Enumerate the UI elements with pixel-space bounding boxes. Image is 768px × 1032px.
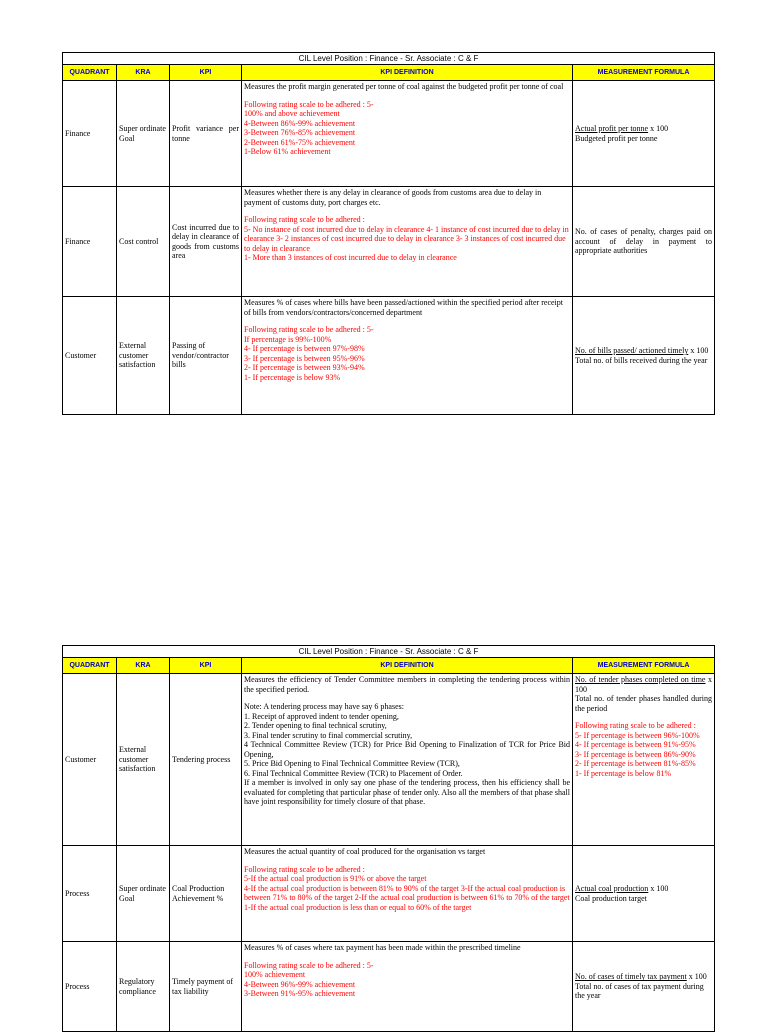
rating-scale-intro: Following rating scale to be adhered : 5-: [244, 325, 374, 334]
kra-cell: Super ordinate Goal: [117, 81, 170, 187]
rating-scale-item: 2- If percentage is between 93%-94%: [244, 363, 365, 372]
rating-scale-item: 4-Between 86%-99% achievement: [244, 118, 356, 128]
rating-scale-item: 1-If the actual coal production is less than or equal to 60% of the target: [244, 902, 472, 912]
formula-numerator: No. of cases of timely tax payment: [575, 972, 687, 982]
note-line: 3. Final tender scrutiny to final commercial scrutiny,: [244, 730, 413, 740]
formula-multiplier: x 100: [648, 124, 669, 133]
rating-scale-item: 4-If the actual coal production is between 81% to 90% of the target 3-If the actual coal production is between 71% to 80% of the target 2-If the actual coal production is between 61% to 70% of the target: [244, 883, 570, 902]
table-row: [63, 187, 715, 297]
rating-scale-intro: Following rating scale to be adhered : 5-: [244, 99, 374, 109]
formula-multiplier: x 100: [575, 675, 713, 694]
formula-cell: [573, 942, 715, 1032]
formula-cell: No. of cases of penalty, charges paid on account of delay in payment to appropriate authorities: [573, 187, 715, 297]
rating-scale-item: If percentage is 99%-100%: [244, 334, 332, 344]
kpi-definition-cell: [242, 674, 573, 846]
rating-scale-intro: Following rating scale to be adhered :: [244, 864, 365, 874]
note-line: 4 Technical Committee Review (TCR) for Price Bid Opening to Finalization of TCR for Price Bid Opening,: [244, 740, 570, 759]
rating-scale-item: 1-Below 61% achievement: [244, 147, 331, 156]
rating-scale-item: 100% achievement: [244, 970, 306, 979]
formula-numerator: Actual coal production: [575, 884, 649, 893]
rating-scale-item: 5-If the actual coal production is 91% or above the target: [244, 874, 427, 883]
note-line: Note: A tendering process may have say 6 phases:: [244, 702, 404, 711]
header-quadrant: QUADRANT: [63, 658, 117, 674]
table-row: [63, 674, 715, 846]
kpi-cell: Cost incurred due to delay in clearance of goods from customs area: [170, 187, 242, 297]
formula-numerator: Actual profit per tonne: [575, 124, 649, 133]
rating-scale-item: 1- If percentage is below 81%: [575, 768, 672, 778]
formula-multiplier: x 100: [686, 972, 707, 982]
formula-cell: [573, 81, 715, 187]
definition-text: Measures whether there is any delay in clearance of goods from customs area due to delay in payment of customs duty, port charges etc.: [244, 188, 542, 207]
kpi-definition-cell: [242, 81, 573, 187]
kpi-definition-cell: [242, 846, 573, 942]
formula-denominator: Total no. of cases of tax payment during the year: [575, 981, 704, 1001]
header-measurement-formula: MEASUREMENT FORMULA: [573, 65, 715, 81]
header-kpi-definition: KPI DEFINITION: [242, 65, 573, 81]
rating-scale-item: 3- If percentage is between 95%-96%: [244, 353, 365, 363]
kra-cell: External customer satisfaction: [117, 674, 170, 846]
note-line: If a member is involved in only say one phase of the tendering process, then his efficiency shall be evaluated for completing that particular phase of tender only. Also all the members of that phase shall have joint responsibility for timely closure of that phase.: [244, 778, 570, 806]
formula-multiplier: x 100: [648, 884, 669, 893]
rating-scale-item: 5- No instance of cost incurred due to delay in clearance 4- 1 instance of cost incurred due to delay in clearance 3- 2 instances of cost incurred due to delay in clearance 3- 3 instances of cost incurred due to delay in clearance: [244, 224, 569, 253]
table-title: CIL Level Position : Finance - Sr. Associate : C & F: [63, 53, 715, 65]
header-quadrant: QUADRANT: [63, 65, 117, 81]
rating-scale-item: 5- If percentage is between 96%-100%: [575, 730, 700, 740]
quadrant-cell: Process: [63, 942, 117, 1032]
rating-scale-item: 4- If percentage is between 97%-98%: [244, 344, 365, 353]
kpi-cell: Coal Production Achievement %: [170, 846, 242, 942]
kpi-definition-cell: [242, 942, 573, 1032]
formula-numerator: No. of tender phases completed on time: [575, 675, 706, 684]
definition-text: Measures the profit margin generated per tonne of coal against the budgeted profit per tonne of coal: [244, 82, 564, 91]
rating-scale-intro: Following rating scale to be adhered : 5-: [244, 960, 374, 970]
rating-scale-item: 1- If percentage is below 93%: [244, 372, 341, 382]
kpi-cell: Timely payment of tax liability: [170, 942, 242, 1032]
note-line: 5. Price Bid Opening to Final Technical Committee Review (TCR),: [244, 759, 460, 768]
rating-scale-item: 1- More than 3 instances of cost incurred due to delay in clearance: [244, 253, 457, 262]
formula-denominator: Coal production target: [575, 893, 647, 903]
definition-text: Measures % of cases where bills have been passed/actioned within the specified period after receipt of bills from vendors/contractors/concerned department: [244, 298, 563, 317]
kra-cell: Cost control: [117, 187, 170, 297]
kra-cell: External customer satisfaction: [117, 297, 170, 415]
table-title: CIL Level Position : Finance - Sr. Associate : C & F: [63, 646, 715, 658]
definition-text: Measures % of cases where tax payment has been made within the prescribed timeline: [244, 943, 521, 952]
table-row: [63, 942, 715, 1032]
definition-text: Measures the actual quantity of coal produced for the organisation vs target: [244, 847, 486, 856]
table-row: [63, 297, 715, 415]
formula-cell: [573, 846, 715, 942]
quadrant-cell: Customer: [63, 297, 117, 415]
table-row: [63, 81, 715, 187]
note-line: 1. Receipt of approved indent to tender opening,: [244, 711, 399, 721]
definition-text: Measures the efficiency of Tender Committee members in completing the tendering process within the specified period.: [244, 675, 570, 694]
rating-scale-item: 100% and above achievement: [244, 109, 340, 118]
kpi-cell: Tendering process: [170, 674, 242, 846]
kpi-definition-cell: [242, 297, 573, 415]
rating-scale-intro: Following rating scale to be adhered :: [575, 721, 696, 730]
formula-cell: [573, 674, 715, 846]
quadrant-cell: Finance: [63, 187, 117, 297]
kra-cell: Super ordinate Goal: [117, 846, 170, 942]
rating-scale-item: 4-Between 96%-99% achievement: [244, 979, 356, 989]
note-line: 6. Final Technical Committee Review (TCR) to Placement of Order.: [244, 768, 463, 778]
formula-numerator: No. of bills passed/ actioned timely: [575, 346, 689, 355]
rating-scale-item: 3- If percentage is between 86%-90%: [575, 749, 696, 759]
header-kra: KRA: [117, 65, 170, 81]
formula-denominator: Total no. of bills received during the year: [575, 355, 708, 365]
kpi-definition-cell: [242, 187, 573, 297]
kpi-table-2: [62, 645, 715, 1032]
kpi-cell: Profit variance per tonne: [170, 81, 242, 187]
kra-cell: Regulatory compliance: [117, 942, 170, 1032]
rating-scale-item: 2-Between 61%-75% achievement: [244, 137, 356, 147]
formula-denominator: Budgeted profit per tonne: [575, 133, 658, 143]
header-kpi: KPI: [170, 658, 242, 674]
quadrant-cell: Finance: [63, 81, 117, 187]
rating-scale-item: 4- If percentage is between 91%-95%: [575, 740, 696, 749]
rating-scale-item: 3-Between 76%-85% achievement: [244, 128, 356, 137]
header-kra: KRA: [117, 658, 170, 674]
quadrant-cell: Process: [63, 846, 117, 942]
formula-multiplier: x 100: [688, 346, 709, 355]
rating-scale-item: 3-Between 91%-95% achievement: [244, 989, 356, 998]
header-kpi: KPI: [170, 65, 242, 81]
formula-denominator: Total no. of tender phases handled during the period: [575, 694, 713, 713]
quadrant-cell: Customer: [63, 674, 117, 846]
formula-cell: [573, 297, 715, 415]
header-kpi-definition: KPI DEFINITION: [242, 658, 573, 674]
rating-scale-item: 2- If percentage is between 81%-85%: [575, 759, 696, 768]
kpi-table-1: [62, 52, 715, 415]
kpi-cell: Passing of vendor/contractor bills: [170, 297, 242, 415]
table-row: [63, 846, 715, 942]
header-measurement-formula: MEASUREMENT FORMULA: [573, 658, 715, 674]
rating-scale-intro: Following rating scale to be adhered :: [244, 215, 365, 224]
note-line: 2. Tender opening to final technical scrutiny,: [244, 721, 387, 730]
